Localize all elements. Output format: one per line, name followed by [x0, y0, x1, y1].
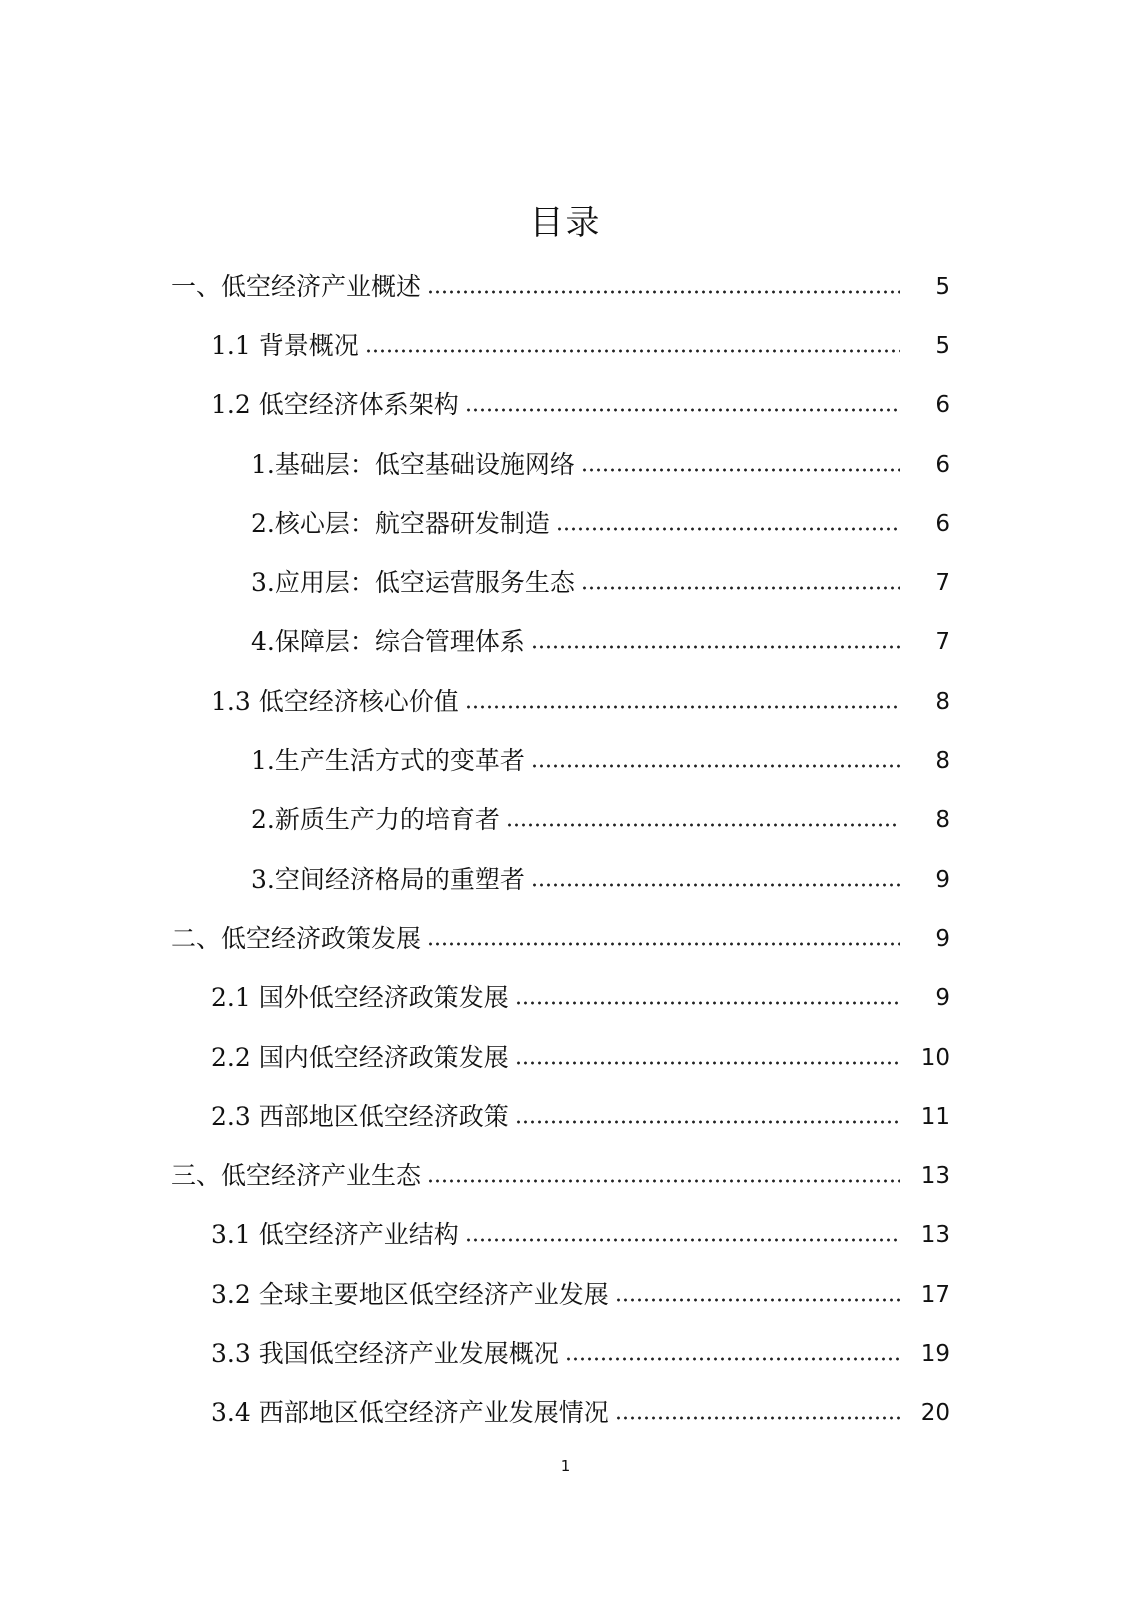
toc-entry-label: 3.2 全球主要地区低空经济产业发展	[211, 1279, 609, 1309]
toc-title: 目录	[529, 203, 602, 243]
dot-leader	[581, 460, 900, 480]
dot-leader	[515, 1053, 900, 1073]
toc-entry[interactable]	[0, 1206, 1131, 1265]
dot-leader	[556, 519, 900, 539]
toc-entry-page: 9	[935, 985, 950, 1012]
dot-leader	[531, 875, 900, 895]
toc-entry-label: 3.3 我国低空经济产业发展概况	[211, 1338, 559, 1368]
table-of-contents	[0, 257, 1131, 1443]
toc-entry-page: 13	[920, 1222, 950, 1249]
toc-entry[interactable]	[0, 791, 1131, 850]
toc-entry-label: 一、低空经济产业概述	[171, 271, 422, 301]
toc-entry-label: 1.生产生活方式的变革者	[251, 746, 525, 776]
toc-entry-page: 8	[935, 807, 950, 834]
toc-entry-page: 5	[935, 273, 950, 300]
toc-entry-page: 8	[935, 748, 950, 775]
toc-entry-label: 2.1 国外低空经济政策发展	[211, 983, 509, 1013]
toc-entry-label: 2.核心层：航空器研发制造	[251, 508, 550, 538]
toc-entry-page: 5	[935, 332, 950, 359]
toc-entry-page: 13	[920, 1163, 950, 1190]
dot-leader	[465, 1230, 900, 1250]
toc-entry-label: 1.基础层：低空基础设施网络	[251, 449, 575, 479]
toc-entry-page: 10	[920, 1044, 950, 1071]
toc-entry[interactable]	[0, 909, 1131, 968]
dot-leader	[515, 993, 900, 1013]
toc-entry[interactable]	[0, 1265, 1131, 1324]
toc-entry-page: 8	[935, 688, 950, 715]
dot-leader	[531, 756, 900, 776]
toc-entry[interactable]	[0, 1028, 1131, 1087]
toc-entry-page: 9	[935, 866, 950, 893]
dot-leader	[615, 1408, 900, 1428]
toc-entry-label: 4.保障层：综合管理体系	[251, 627, 525, 657]
dot-leader	[615, 1290, 900, 1310]
toc-entry[interactable]	[0, 672, 1131, 731]
toc-entry-label: 3.4 西部地区低空经济产业发展情况	[211, 1398, 609, 1428]
toc-entry[interactable]	[0, 850, 1131, 909]
toc-entry[interactable]	[0, 257, 1131, 316]
toc-entry-page: 7	[935, 570, 950, 597]
toc-entry[interactable]	[0, 1146, 1131, 1205]
dot-leader	[531, 637, 900, 657]
dot-leader	[427, 934, 900, 954]
toc-entry-label: 1.3 低空经济核心价值	[211, 686, 459, 716]
dot-leader	[506, 815, 900, 835]
dot-leader	[581, 578, 900, 598]
dot-leader	[427, 1171, 900, 1191]
dot-leader	[565, 1349, 900, 1369]
toc-entry[interactable]	[0, 731, 1131, 790]
toc-entry-label: 三、低空经济产业生态	[171, 1161, 422, 1191]
toc-entry[interactable]	[0, 494, 1131, 553]
toc-entry-page: 20	[920, 1400, 950, 1427]
toc-entry[interactable]	[0, 553, 1131, 612]
toc-entry-label: 二、低空经济政策发展	[171, 923, 422, 953]
toc-entry[interactable]	[0, 1087, 1131, 1146]
toc-entry-page: 11	[920, 1103, 950, 1130]
dot-leader	[465, 400, 900, 420]
toc-entry-page: 7	[935, 629, 950, 656]
toc-entry-label: 3.空间经济格局的重塑者	[251, 864, 525, 894]
toc-entry[interactable]	[0, 376, 1131, 435]
page-number: 1	[560, 1457, 571, 1475]
toc-entry-label: 2.新质生产力的培育者	[251, 805, 500, 835]
toc-entry-label: 1.2 低空经济体系架构	[211, 390, 459, 420]
toc-entry[interactable]	[0, 435, 1131, 494]
toc-entry-page: 19	[920, 1340, 950, 1367]
toc-entry[interactable]	[0, 1384, 1131, 1443]
toc-entry-label: 3.1 低空经济产业结构	[211, 1220, 459, 1250]
toc-entry-page: 9	[935, 925, 950, 952]
toc-entry-label: 1.1 背景概况	[211, 330, 359, 360]
toc-entry-page: 17	[920, 1281, 950, 1308]
toc-entry[interactable]	[0, 316, 1131, 375]
toc-entry-page: 6	[935, 451, 950, 478]
dot-leader	[427, 282, 900, 302]
toc-entry[interactable]	[0, 613, 1131, 672]
toc-entry-page: 6	[935, 392, 950, 419]
dot-leader	[365, 341, 900, 361]
toc-entry-label: 2.2 国内低空经济政策发展	[211, 1042, 509, 1072]
dot-leader	[465, 697, 900, 717]
toc-entry[interactable]	[0, 1324, 1131, 1383]
toc-entry-page: 6	[935, 510, 950, 537]
toc-entry[interactable]	[0, 969, 1131, 1028]
toc-entry-label: 2.3 西部地区低空经济政策	[211, 1101, 509, 1131]
toc-entry-label: 3.应用层：低空运营服务生态	[251, 568, 575, 598]
dot-leader	[515, 1112, 900, 1132]
